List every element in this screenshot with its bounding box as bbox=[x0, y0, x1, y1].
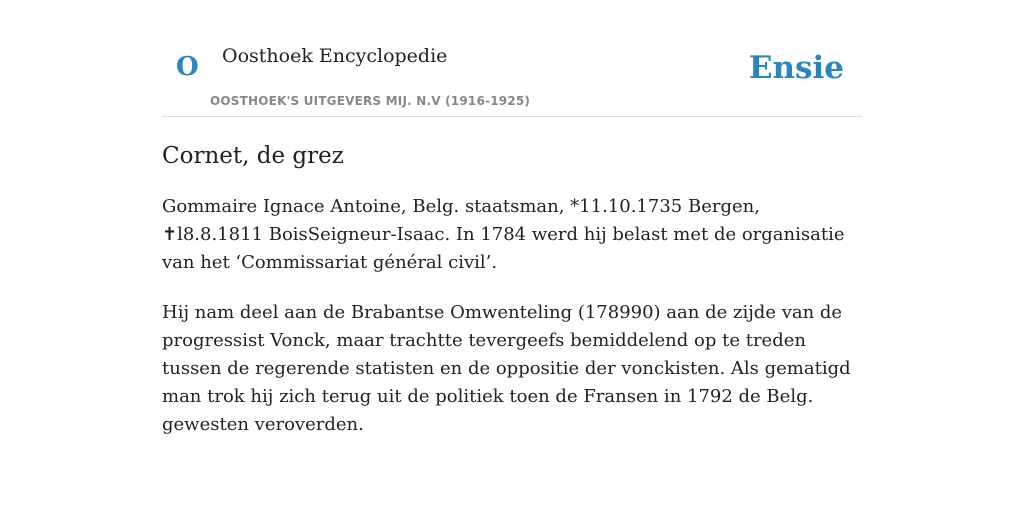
source-header bbox=[162, 0, 862, 117]
entry-title: Cornet, de grez bbox=[162, 143, 344, 169]
ensie-logo-link[interactable]: Ensie bbox=[748, 50, 844, 86]
source-publisher: OOSTHOEK'S UITGEVERS MIJ. N.V (1916-1925) bbox=[210, 94, 531, 108]
content-container bbox=[162, 0, 862, 439]
entry-paragraph: Hij nam deel aan de Brabantse Omwenteling (178990) aan de zijde van de progressist Vonck, maar trachtte tevergeefs bemiddelend op te treden tussen de regerende statisten en de oppositie der vonckisten. Als gematigd man trok hij zich terug uit de politiek toen de Fransen in 1792 de Belg. gewesten veroverden. bbox=[162, 302, 851, 435]
entry-paragraph: Gommaire Ignace Antoine, Belg. staatsman, *11.10.1735 Bergen, ✝l8.8.1811 BoisSeigneur-Isaac. In 1784 werd hij belast met de organisatie van het ‘Commissariat général civil’. bbox=[162, 196, 845, 273]
source-logo-link[interactable]: O bbox=[176, 52, 199, 82]
entry-body bbox=[162, 193, 862, 439]
source-title: Oosthoek Encyclopedie bbox=[222, 45, 448, 67]
